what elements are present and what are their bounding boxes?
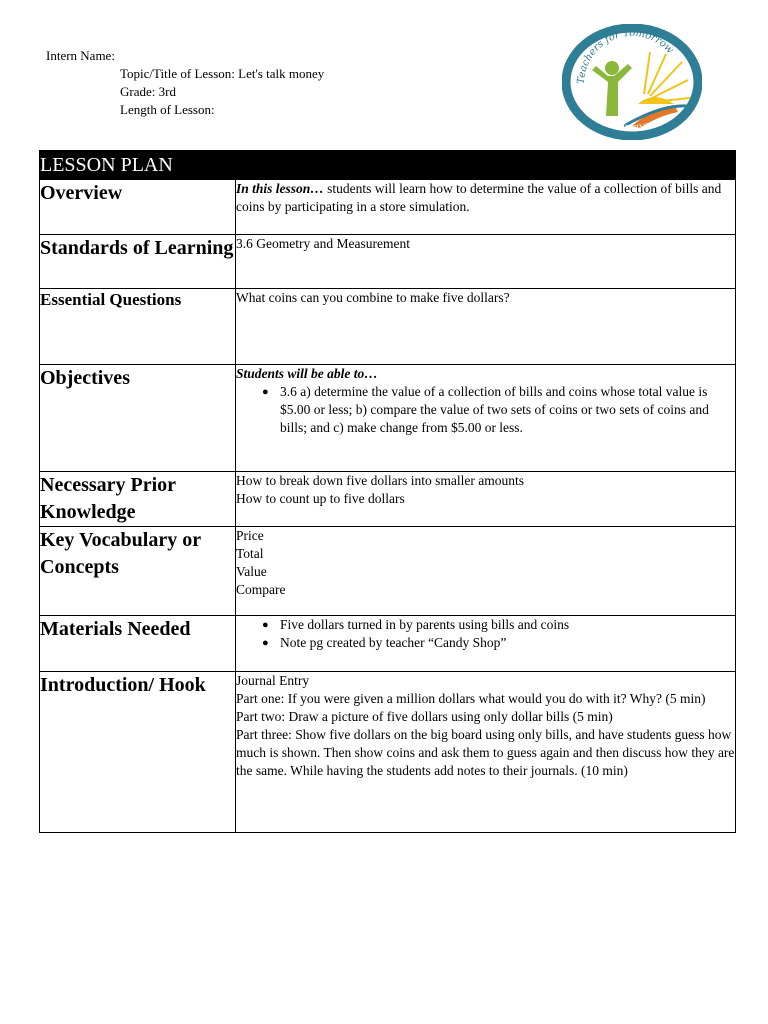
lesson-plan-table: [39, 150, 736, 833]
vocab-term: Total: [236, 546, 264, 561]
material-item: ● Five dollars turned in by parents using bills and coins: [262, 616, 735, 634]
intro-line: Journal Entry: [236, 673, 310, 688]
prior-line: How to break down five dollars into smaller amounts: [236, 473, 524, 488]
intro-content: [236, 672, 736, 833]
prior-line: How to count up to five dollars: [236, 491, 405, 506]
overview-lead: In this lesson…: [236, 181, 324, 196]
intern-name: Intern Name:: [46, 48, 115, 63]
prior-label: Necessary Prior Knowledge: [40, 472, 236, 527]
row-prior-knowledge: [40, 472, 736, 527]
intro-line: Part one: If you were given a million dollars what would you do with it? Why? (5 min): [236, 691, 706, 706]
teachers-for-tomorrow-logo: [562, 24, 702, 140]
row-objectives: [40, 365, 736, 472]
intro-line: Part two: Draw a picture of five dollars using only dollar bills (5 min): [236, 709, 613, 724]
materials-list: [236, 616, 735, 652]
overview-label: Overview: [40, 180, 236, 235]
lesson-plan-title: LESSON PLAN: [40, 151, 736, 180]
essential-content: What coins can you combine to make five dollars?: [236, 289, 736, 365]
objectives-label: Objectives: [40, 365, 236, 472]
prior-content: [236, 472, 736, 527]
objectives-lead: Students will be able to…: [236, 366, 378, 381]
intro-label: Introduction/ Hook: [40, 672, 236, 833]
vocab-term: Compare: [236, 582, 286, 597]
standards-content: 3.6 Geometry and Measurement: [236, 235, 736, 289]
objective-item: ● 3.6 a) determine the value of a collection of bills and coins whose total value is $5.00 or less; b) compare the value of two sets of coins or two sets of coins and bills; and c) make change from $5.00 or less.: [262, 383, 735, 437]
objectives-list: [236, 383, 735, 437]
vocab-term: Value: [236, 564, 267, 579]
lesson-grade: Grade: 3rd: [120, 84, 176, 99]
vocab-content: [236, 527, 736, 616]
material-item: ● Note pg created by teacher “Candy Shop”: [262, 634, 735, 652]
row-vocabulary: [40, 527, 736, 616]
vocab-label: Key Vocabulary or Concepts: [40, 527, 236, 616]
materials-label: Materials Needed: [40, 616, 236, 672]
lesson-length: Length of Lesson:: [120, 102, 215, 117]
logo-arc-text: Teachers for Tomorrow: [575, 27, 676, 85]
row-introduction-hook: [40, 672, 736, 833]
row-standards: [40, 235, 736, 289]
logo-bottom-text: VIRGINIA: [614, 120, 656, 134]
objectives-content: [236, 365, 736, 472]
lesson-header: [46, 47, 324, 119]
row-essential-questions: [40, 289, 736, 365]
standards-label: Standards of Learning: [40, 235, 236, 289]
overview-content: [236, 180, 736, 235]
overview-text: students will learn how to determine the value of a collection of bills and coins by participating in a store simulation.: [236, 181, 722, 214]
essential-label: Essential Questions: [40, 289, 236, 365]
row-overview: [40, 180, 736, 235]
vocab-term: Price: [236, 528, 264, 543]
lesson-topic: Topic/Title of Lesson: Let's talk money: [120, 66, 325, 81]
row-materials: [40, 616, 736, 672]
intro-line: Part three: Show five dollars on the big board using only bills, and have students guess how much is shown. Then show coins and ask them to guess again and then discuss how they are the same. While having the students add notes to their journals. (10 min): [236, 727, 735, 778]
materials-content: [236, 616, 736, 672]
